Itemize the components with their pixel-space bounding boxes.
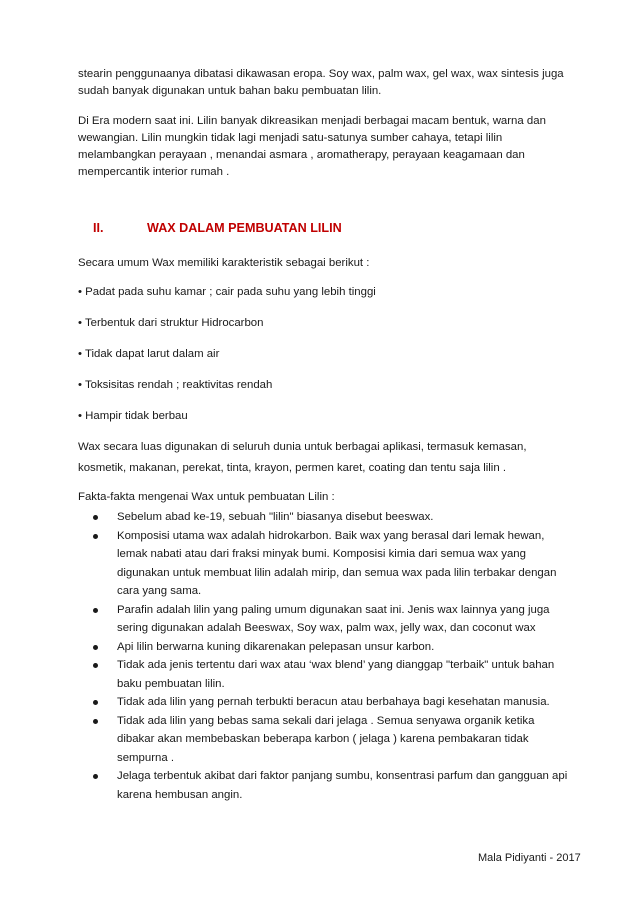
fact-text: Api lilin berwarna kuning dikarenakan pelepasan unsur karbon. [117,640,435,653]
fact-item [78,508,568,527]
characteristics-intro: Secara umum Wax memiliki karakteristik sebagai berikut : [78,257,370,269]
fact-item [78,601,568,638]
bullet-icon [93,534,98,539]
bullet-icon [93,774,98,779]
characteristic-item: • Tidak dapat larut dalam air [78,348,220,360]
paragraph-stearin: stearin penggunaanya dibatasi dikawasan eropa. Soy wax, palm wax, gel wax, wax sintesis juga sudah banyak digunakan untuk bahan baku pembuatan lilin. [78,68,564,97]
paragraph-usage: Wax secara luas digunakan di seluruh dunia untuk berbagai aplikasi, termasuk kemasan, kosmetik, makanan, perekat, tinta, krayon, permen karet, coating dan tentu saja lilin . [78,441,527,474]
fact-text: Jelaga terbentuk akibat dari faktor panjang sumbu, konsentrasi parfum dan gangguan api karena hembusan angin. [117,770,568,801]
fact-text: Tidak ada lilin yang pernah terbukti beracun atau berbahaya bagi kesehatan manusia. [117,696,550,708]
bullet-icon [93,515,98,520]
fact-text: Komposisi utama wax adalah hidrokarbon. Baik wax yang berasal dari lemak hewan, lemak nabati atau dari fraksi minyak bumi. Komposisi kimia dari semua wax yang digunakan untuk membuat lilin adalah mirip, dan semua wax pada lilin terbakar dengan cara yang sama. [117,529,557,597]
fact-item [78,693,568,712]
paragraph-modern-era: Di Era modern saat ini. Lilin banyak dikreasikan menjadi berbagai macam bentuk, warna dan wewangian. Lilin mungkin tidak lagi menjadi satu-satunya sumber cahaya, tetapi lilin melambangkan perayaan , menandai asmara , aromatherapy, perayaan keagamaan dan mempercantik interior rumah . [78,115,546,178]
characteristic-item: • Padat pada suhu kamar ; cair pada suhu yang lebih tinggi [78,286,376,298]
fact-item [78,767,568,804]
section-title: WAX DALAM PEMBUATAN LILIN [147,221,342,235]
fact-text: Tidak ada lilin yang bebas sama sekali dari jelaga . Semua senyawa organik ketika dibakar akan membebaskan beberapa karbon ( jelaga ) karena pembakaran tidak sempurna . [117,714,535,764]
fact-item [78,527,568,601]
characteristic-item: • Hampir tidak berbau [78,410,188,422]
facts-intro: Fakta-fakta mengenai Wax untuk pembuatan Lilin : [78,491,335,503]
bullet-icon [93,719,98,724]
section-heading [78,220,568,237]
bullet-icon [93,645,98,650]
fact-text: Parafin adalah lilin yang paling umum digunakan saat ini. Jenis wax lainnya yang juga sering digunakan adalah Beeswax, Soy wax, palm wax, jelly wax, dan coconut wax [117,603,550,634]
fact-item [78,656,568,693]
characteristic-item: • Toksisitas rendah ; reaktivitas rendah [78,379,273,391]
page-content [78,66,568,804]
facts-list [78,508,568,804]
characteristic-item: • Terbentuk dari struktur Hidrocarbon [78,317,264,329]
page-footer: Mala Pidiyanti - 2017 [478,852,581,864]
bullet-icon [93,608,98,613]
fact-text: Sebelum abad ke-19, sebuah "lilin" biasanya disebut beeswax. [117,511,434,523]
fact-item [78,712,568,768]
fact-text: Tidak ada jenis tertentu dari wax atau ‘wax blend’ yang dianggap "terbaik" untuk bahan baku pembuatan lilin. [117,659,555,690]
bullet-icon [93,700,98,705]
bullet-icon [93,663,98,668]
section-number: II. [93,221,104,235]
fact-item [78,638,568,657]
